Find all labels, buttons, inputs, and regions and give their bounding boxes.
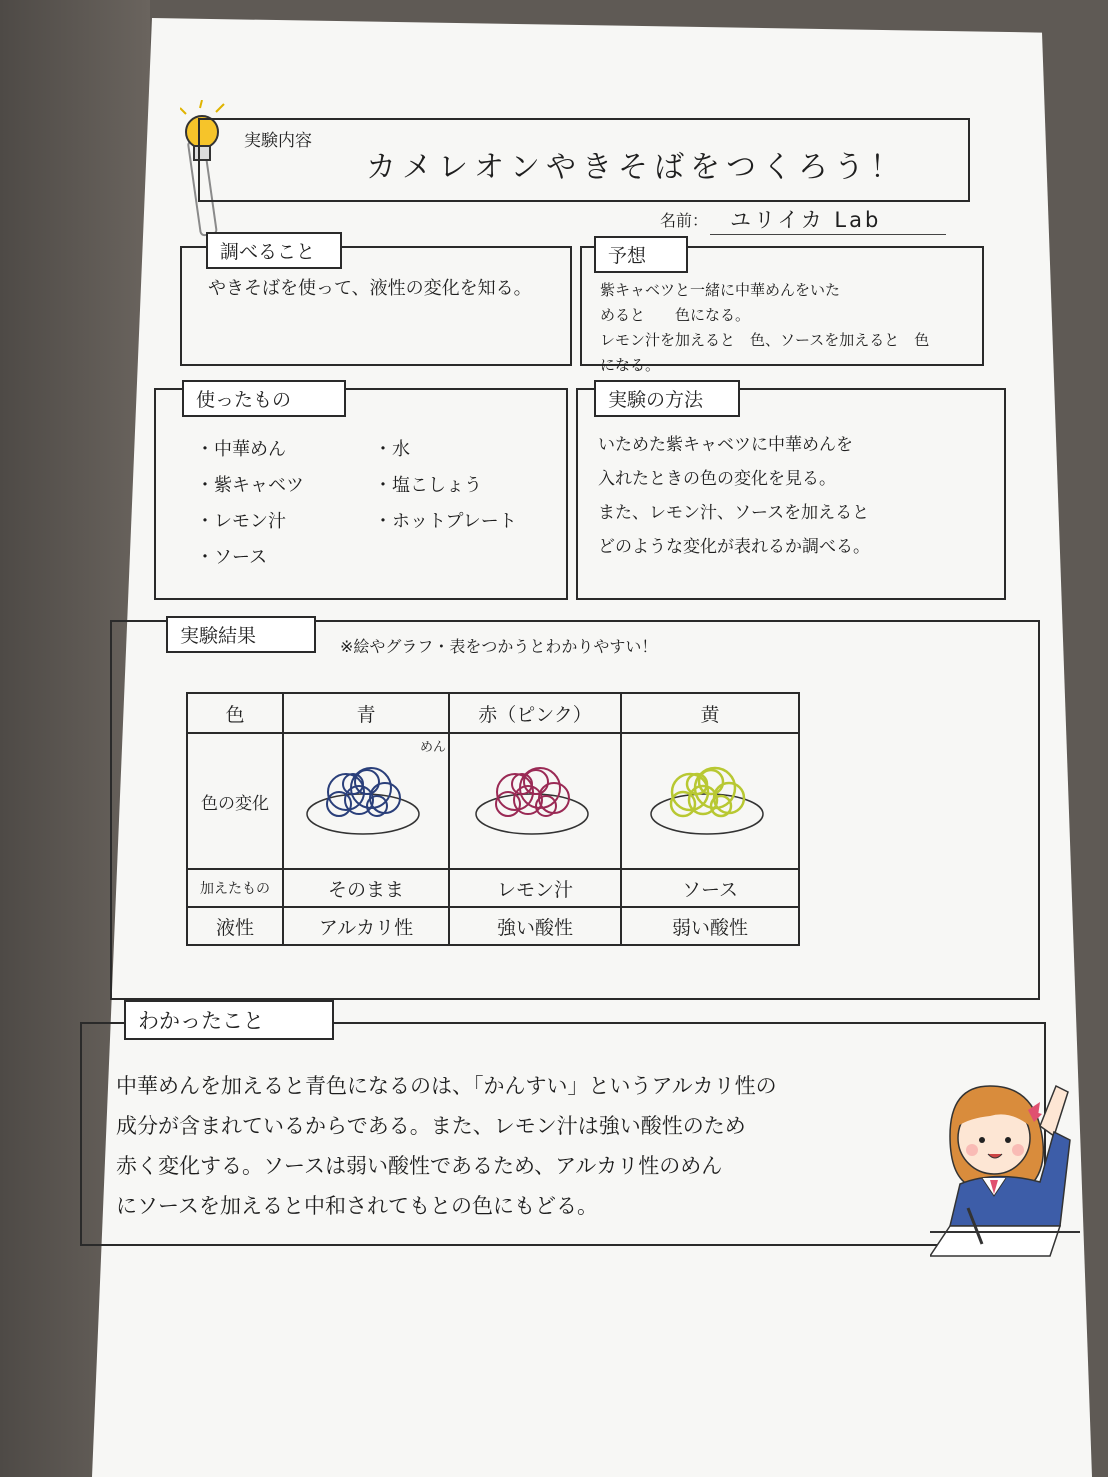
prediction-tab: 予想 [594,236,688,273]
student-girl-illustration [930,1066,1080,1266]
table-header-cell: 青 [283,693,449,733]
table-header-cell: 黄 [621,693,799,733]
prediction-line: レモン汁を加えると 色、ソースを加えると 色 [600,331,930,349]
findings-line: 中華めんを加えると青色になるのは、「かんすい」というアルカリ性の [116,1074,777,1098]
liquid-cell: 弱い酸性 [621,907,799,945]
material-item: ・ソース [196,547,268,568]
findings-line: にソースを加えると中和されてもとの色にもどる。 [116,1194,598,1218]
header-label: 実験内容 [244,131,312,151]
findings-tab: わかったこと [124,1000,334,1040]
investigate-text: やきそばを使って、液性の変化を知る。 [208,278,532,299]
prediction-line: 紫キャベツと一緒に中華めんをいた [600,281,841,299]
findings-line: 赤く変化する。ソースは弱い酸性であるため、アルカリ性のめん [116,1154,723,1178]
method-tab: 実験の方法 [594,380,740,417]
material-item: ・レモン汁 [196,511,286,532]
results-table [186,692,800,946]
findings-text [116,1066,777,1226]
results-tab: 実験結果 [166,616,316,653]
row-liquid-label: 液性 [187,907,283,945]
pink-noodle-cell [449,733,621,869]
blue-noodle-drawing [301,754,431,844]
name-value: ユリイカ Lab [730,208,882,232]
table-header-cell: 赤（ピンク） [449,693,621,733]
material-item: ・紫キャベツ [196,475,304,496]
added-cell: そのまま [283,869,449,907]
noodle-label: めん [420,740,447,755]
material-item: ・塩こしょう [374,475,482,496]
method-line: いためた紫キャベツに中華めんを [598,435,853,455]
material-item: ・ホットプレート [374,511,517,532]
method-line: どのような変化が表れるか調べる。 [598,537,870,557]
table-header-cell: 色 [187,693,283,733]
investigate-tab: 調べること [206,232,342,269]
method-line: また、レモン汁、ソースを加えると [598,503,870,523]
results-note: ※絵やグラフ・表をつかうとわかりやすい！ [340,637,658,656]
added-cell: ソース [621,869,799,907]
yellow-noodle-cell [621,733,799,869]
name-label: 名前： [660,211,709,230]
added-cell: レモン汁 [449,869,621,907]
pink-noodle-drawing [470,754,600,844]
prediction-line: めると 色になる。 [600,306,751,324]
method-line: 入れたときの色の変化を見る。 [598,469,836,489]
material-item: ・中華めん [196,439,286,460]
prediction-text [600,278,929,378]
materials-tab: 使ったもの [182,380,346,417]
row-change-label: 色の変化 [187,733,283,869]
material-item: ・水 [374,439,410,460]
yellow-noodle-drawing [645,754,775,844]
page-title: カメレオンやきそばをつくろう！ [366,150,906,185]
name-underline [710,234,946,235]
liquid-cell: 強い酸性 [449,907,621,945]
liquid-cell: アルカリ性 [283,907,449,945]
prediction-line: になる。 [600,356,661,374]
row-added-label: 加えたもの [187,869,283,907]
method-text [598,428,870,564]
materials-right-list [374,432,517,540]
materials-left-list [196,432,304,576]
findings-line: 成分が含まれているからである。また、レモン汁は強い酸性のため [116,1114,746,1138]
